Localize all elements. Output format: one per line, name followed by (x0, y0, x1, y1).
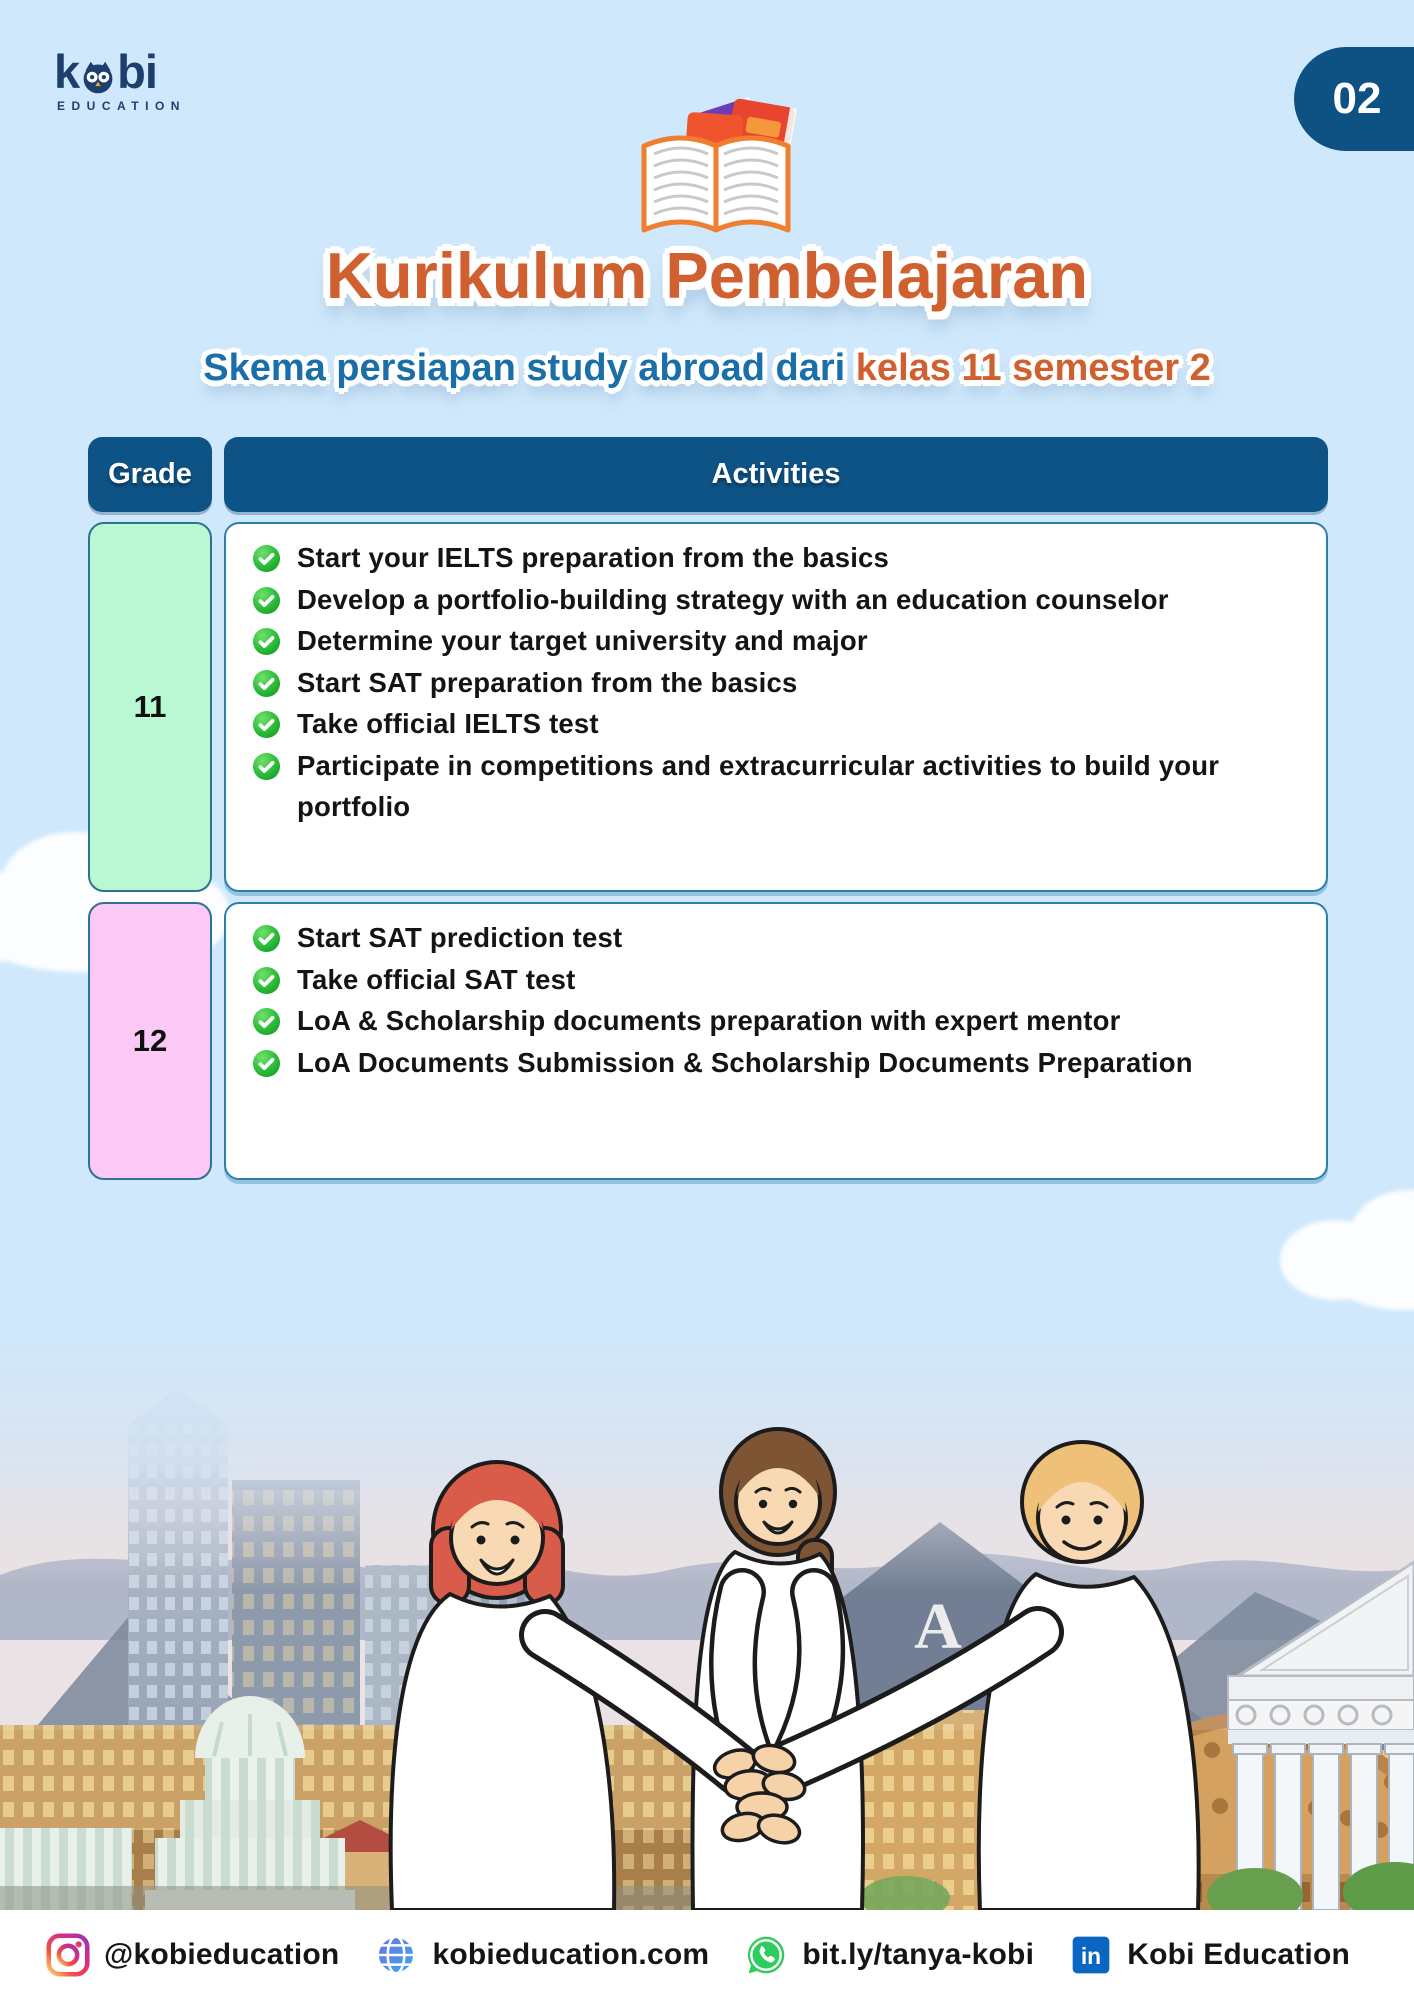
kobi-wordmark (54, 45, 186, 98)
check-icon (252, 544, 281, 573)
activity-text: Start SAT preparation from the basics (297, 666, 798, 698)
grade-12-cell: 12 (88, 902, 212, 1180)
activities-column-header: Activities (224, 437, 1328, 512)
logo-tagline: EDUCATION (57, 99, 186, 113)
logo-letter-k: k (54, 45, 80, 98)
activity-text: LoA & Scholarship documents preparation with expert mentor (297, 1005, 1121, 1036)
whatsapp-icon (744, 1933, 788, 1977)
activity-text: Take official IELTS test (297, 708, 599, 739)
footer-website-link[interactable] (374, 1933, 709, 1977)
city-collage-illustration (0, 1330, 1414, 1910)
check-icon (252, 586, 281, 615)
activity-item (252, 745, 1300, 828)
activity-item (252, 703, 1300, 745)
table-row-grade-11 (88, 522, 1328, 892)
activity-text: Start SAT prediction test (297, 922, 623, 953)
page-subtitle (0, 347, 1414, 390)
instagram-icon (46, 1933, 90, 1977)
linkedin-name: Kobi Education (1127, 1938, 1350, 1971)
linkedin-icon (1069, 1933, 1113, 1977)
instagram-handle: @kobieducation (104, 1938, 340, 1971)
curriculum-table (88, 437, 1328, 1180)
grade-11-cell: 11 (88, 522, 212, 892)
grade-12-activities-card (224, 902, 1328, 1180)
check-icon (252, 627, 281, 656)
table-header-row (88, 437, 1328, 512)
activity-text: Take official SAT test (297, 963, 576, 995)
kobi-logo (54, 45, 186, 113)
students-illustration (391, 1429, 1199, 1910)
check-icon (252, 669, 281, 698)
owl-icon (80, 56, 116, 92)
check-icon (252, 710, 281, 739)
grade-column-header: Grade (88, 437, 212, 512)
logo-letters-bi: bi (117, 45, 157, 98)
footer-whatsapp-link[interactable] (744, 1933, 1034, 1977)
activity-item (252, 620, 1300, 662)
footer-bar (0, 1910, 1414, 2000)
activity-text: Determine your target university and major (297, 625, 868, 656)
activity-item (252, 917, 1300, 959)
website-url: kobieducation.com (432, 1938, 710, 1971)
activity-item (252, 537, 1300, 579)
mountain-letter: A (914, 1590, 962, 1663)
subtitle-highlight: kelas 11 semester 2 (855, 347, 1211, 389)
subtitle-prefix: Skema persiapan study abroad dari (203, 347, 856, 389)
cloud-decoration-right (1280, 1180, 1414, 1320)
activity-text: LoA Documents Submission & Scholarship Documents Preparation (297, 1046, 1193, 1078)
activity-text: Start your IELTS preparation from the basics (297, 542, 890, 573)
globe-icon (374, 1933, 418, 1977)
activity-text: Participate in competitions and extracurricular activities to build your portfolio (297, 749, 1220, 822)
svg-text:in: in (1081, 1943, 1102, 1970)
books-icon (626, 82, 810, 240)
activity-item (252, 959, 1300, 1001)
activity-item (252, 1042, 1300, 1084)
activity-item (252, 662, 1300, 704)
check-icon (252, 1007, 281, 1036)
grade-11-activities-card (224, 522, 1328, 892)
whatsapp-url: bit.ly/tanya-kobi (802, 1938, 1035, 1971)
page-title: Kurikulum Pembelajaran (325, 239, 1089, 312)
check-icon (252, 752, 281, 781)
activity-item (252, 1000, 1300, 1042)
check-icon (252, 966, 281, 995)
activity-text: Develop a portfolio-building strategy with an education counselor (297, 583, 1169, 615)
check-icon (252, 924, 281, 953)
page-number: 02 (1332, 74, 1382, 123)
footer-instagram-link[interactable] (46, 1933, 339, 1977)
check-icon (252, 1049, 281, 1078)
table-row-grade-12 (88, 902, 1328, 1180)
footer-linkedin-link[interactable] (1069, 1933, 1350, 1977)
page-number-badge (1294, 47, 1414, 151)
activity-item (252, 579, 1300, 621)
